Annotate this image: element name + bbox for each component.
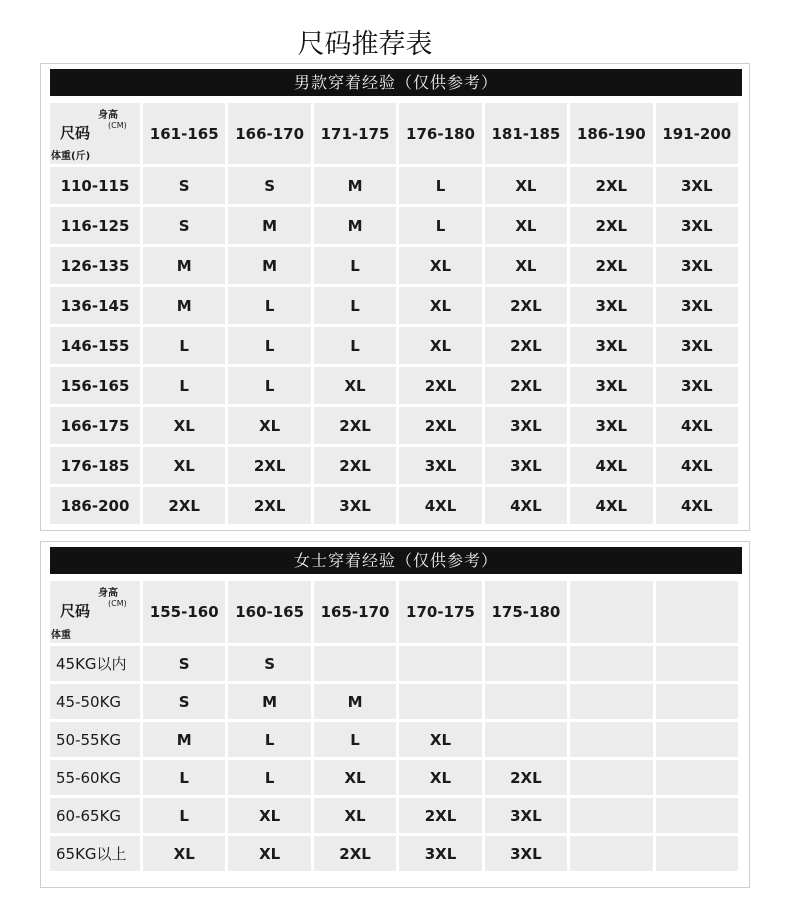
table-row — [50, 798, 738, 833]
weight-cell: 116-125 — [50, 207, 140, 244]
weight-cell: 156-165 — [50, 367, 140, 404]
size-cell: 3XL — [399, 447, 481, 484]
weight-cell: 186-200 — [50, 487, 140, 524]
size-cell: XL — [399, 760, 481, 795]
size-cell: 2XL — [314, 407, 396, 444]
size-cell: 3XL — [656, 167, 738, 204]
size-cell: M — [228, 684, 310, 719]
height-header-cell: 171-175 — [314, 103, 396, 164]
size-cell: XL — [228, 798, 310, 833]
table-row — [50, 646, 738, 681]
size-cell: 2XL — [314, 836, 396, 871]
size-cell: 2XL — [228, 487, 310, 524]
size-cell — [485, 684, 567, 719]
size-cell: M — [228, 247, 310, 284]
height-header-cell: 170-175 — [399, 581, 481, 643]
size-cell — [570, 798, 652, 833]
size-cell: XL — [399, 247, 481, 284]
size-cell: 3XL — [485, 836, 567, 871]
weight-cell: 110-115 — [50, 167, 140, 204]
size-cell: L — [228, 367, 310, 404]
size-cell: 3XL — [485, 407, 567, 444]
size-cell — [485, 646, 567, 681]
size-cell — [656, 684, 738, 719]
weight-cell: 50-55KG — [50, 722, 140, 757]
size-cell — [485, 722, 567, 757]
size-cell: L — [143, 798, 225, 833]
size-cell: 4XL — [570, 447, 652, 484]
table-row — [50, 722, 738, 757]
size-cell: XL — [485, 247, 567, 284]
size-cell: 3XL — [485, 798, 567, 833]
size-cell: 2XL — [399, 407, 481, 444]
weight-cell: 60-65KG — [50, 798, 140, 833]
size-cell: XL — [143, 407, 225, 444]
size-cell — [570, 646, 652, 681]
size-cell: XL — [399, 327, 481, 364]
height-header-cell: 181-185 — [485, 103, 567, 164]
size-cell: M — [314, 167, 396, 204]
size-cell: XL — [399, 287, 481, 324]
size-cell: L — [314, 247, 396, 284]
size-cell: 2XL — [570, 207, 652, 244]
height-header-cell: 191-200 — [656, 103, 738, 164]
women-size-table — [47, 578, 741, 874]
table-row — [50, 487, 738, 524]
men-banner: 男款穿着经验（仅供参考） — [50, 69, 742, 96]
size-cell — [314, 646, 396, 681]
size-cell: 2XL — [399, 367, 481, 404]
size-cell — [656, 760, 738, 795]
size-cell: L — [228, 287, 310, 324]
unit-label: (CM) — [108, 121, 127, 130]
women-header-row — [50, 581, 738, 643]
size-cell: XL — [485, 207, 567, 244]
size-cell: XL — [485, 167, 567, 204]
height-header-cell: 165-170 — [314, 581, 396, 643]
size-cell: L — [399, 207, 481, 244]
size-cell — [399, 646, 481, 681]
size-cell: M — [143, 247, 225, 284]
table-row — [50, 327, 738, 364]
height-header-cell: 161-165 — [143, 103, 225, 164]
women-banner: 女士穿着经验（仅供参考） — [50, 547, 742, 574]
size-cell: XL — [314, 798, 396, 833]
size-cell: L — [143, 760, 225, 795]
table-row — [50, 207, 738, 244]
size-cell: M — [143, 722, 225, 757]
size-cell: 2XL — [485, 327, 567, 364]
size-cell: 3XL — [656, 287, 738, 324]
size-cell: 3XL — [570, 367, 652, 404]
size-label: 尺码 — [60, 124, 91, 142]
table-row — [50, 167, 738, 204]
size-cell: 3XL — [656, 247, 738, 284]
weight-cell: 45-50KG — [50, 684, 140, 719]
size-cell: L — [143, 367, 225, 404]
size-cell: 3XL — [570, 287, 652, 324]
size-cell: XL — [314, 367, 396, 404]
size-cell: 2XL — [485, 760, 567, 795]
table-row — [50, 367, 738, 404]
size-cell: XL — [143, 447, 225, 484]
size-cell — [570, 722, 652, 757]
weight-cell: 166-175 — [50, 407, 140, 444]
size-cell: XL — [399, 722, 481, 757]
size-cell: 3XL — [570, 407, 652, 444]
table-row — [50, 760, 738, 795]
weight-cell: 45KG以内 — [50, 646, 140, 681]
height-header-cell: 160-165 — [228, 581, 310, 643]
size-cell: M — [314, 207, 396, 244]
height-header-cell: 186-190 — [570, 103, 652, 164]
women-corner-cell — [50, 581, 140, 643]
height-header-cell: 176-180 — [399, 103, 481, 164]
size-cell: 2XL — [314, 447, 396, 484]
size-cell — [656, 646, 738, 681]
size-cell: 2XL — [143, 487, 225, 524]
size-cell: 4XL — [485, 487, 567, 524]
size-cell: M — [228, 207, 310, 244]
size-cell: XL — [314, 760, 396, 795]
size-cell: 3XL — [656, 207, 738, 244]
size-cell: 2XL — [570, 167, 652, 204]
size-cell: S — [143, 646, 225, 681]
size-cell: 2XL — [399, 798, 481, 833]
height-header-cell — [570, 581, 652, 643]
size-cell: 4XL — [399, 487, 481, 524]
weight-cell: 136-145 — [50, 287, 140, 324]
size-cell — [656, 722, 738, 757]
size-cell: 4XL — [570, 487, 652, 524]
weight-cell: 65KG以上 — [50, 836, 140, 871]
size-cell: 2XL — [485, 367, 567, 404]
size-cell — [656, 836, 738, 871]
table-row — [50, 447, 738, 484]
women-size-panel — [40, 541, 750, 888]
size-label: 尺码 — [60, 602, 91, 620]
size-cell — [570, 684, 652, 719]
weight-cell: 126-135 — [50, 247, 140, 284]
size-cell: 4XL — [656, 487, 738, 524]
size-cell: L — [314, 722, 396, 757]
size-cell: 3XL — [314, 487, 396, 524]
size-cell: 2XL — [485, 287, 567, 324]
size-cell — [656, 798, 738, 833]
size-cell: 2XL — [228, 447, 310, 484]
height-header-cell — [656, 581, 738, 643]
height-header-cell: 166-170 — [228, 103, 310, 164]
size-cell: L — [314, 287, 396, 324]
size-cell: 4XL — [656, 447, 738, 484]
size-cell: L — [228, 760, 310, 795]
size-cell: S — [228, 646, 310, 681]
table-row — [50, 836, 738, 871]
size-cell — [570, 836, 652, 871]
size-cell: M — [143, 287, 225, 324]
men-size-table — [47, 100, 741, 527]
size-cell: 3XL — [570, 327, 652, 364]
height-header-cell: 155-160 — [143, 581, 225, 643]
size-cell: L — [399, 167, 481, 204]
size-cell — [570, 760, 652, 795]
size-cell: 3XL — [656, 367, 738, 404]
weight-cell: 176-185 — [50, 447, 140, 484]
weight-cell: 146-155 — [50, 327, 140, 364]
size-cell: 3XL — [485, 447, 567, 484]
size-cell: 2XL — [570, 247, 652, 284]
weight-label: 体重 — [51, 630, 71, 641]
unit-label: (CM) — [108, 599, 127, 608]
men-header-row — [50, 103, 738, 164]
size-cell: XL — [228, 836, 310, 871]
size-cell: 3XL — [656, 327, 738, 364]
men-size-panel — [40, 63, 750, 531]
size-cell: XL — [228, 407, 310, 444]
height-header-cell: 175-180 — [485, 581, 567, 643]
size-cell: L — [228, 327, 310, 364]
table-row — [50, 407, 738, 444]
height-label: 身高 — [98, 588, 118, 599]
size-cell: L — [314, 327, 396, 364]
size-cell: 3XL — [399, 836, 481, 871]
size-cell: S — [228, 167, 310, 204]
size-cell: M — [314, 684, 396, 719]
size-cell: S — [143, 167, 225, 204]
table-row — [50, 287, 738, 324]
height-label: 身高 — [98, 110, 118, 121]
men-corner-cell — [50, 103, 140, 164]
size-cell: S — [143, 207, 225, 244]
size-cell: L — [228, 722, 310, 757]
size-cell: XL — [143, 836, 225, 871]
size-cell: S — [143, 684, 225, 719]
table-row — [50, 247, 738, 284]
page-title: 尺码推荐表 — [297, 29, 433, 60]
size-cell: L — [143, 327, 225, 364]
size-cell — [399, 684, 481, 719]
table-row — [50, 684, 738, 719]
weight-label: 体重(斤) — [51, 151, 91, 162]
size-cell: 4XL — [656, 407, 738, 444]
weight-cell: 55-60KG — [50, 760, 140, 795]
